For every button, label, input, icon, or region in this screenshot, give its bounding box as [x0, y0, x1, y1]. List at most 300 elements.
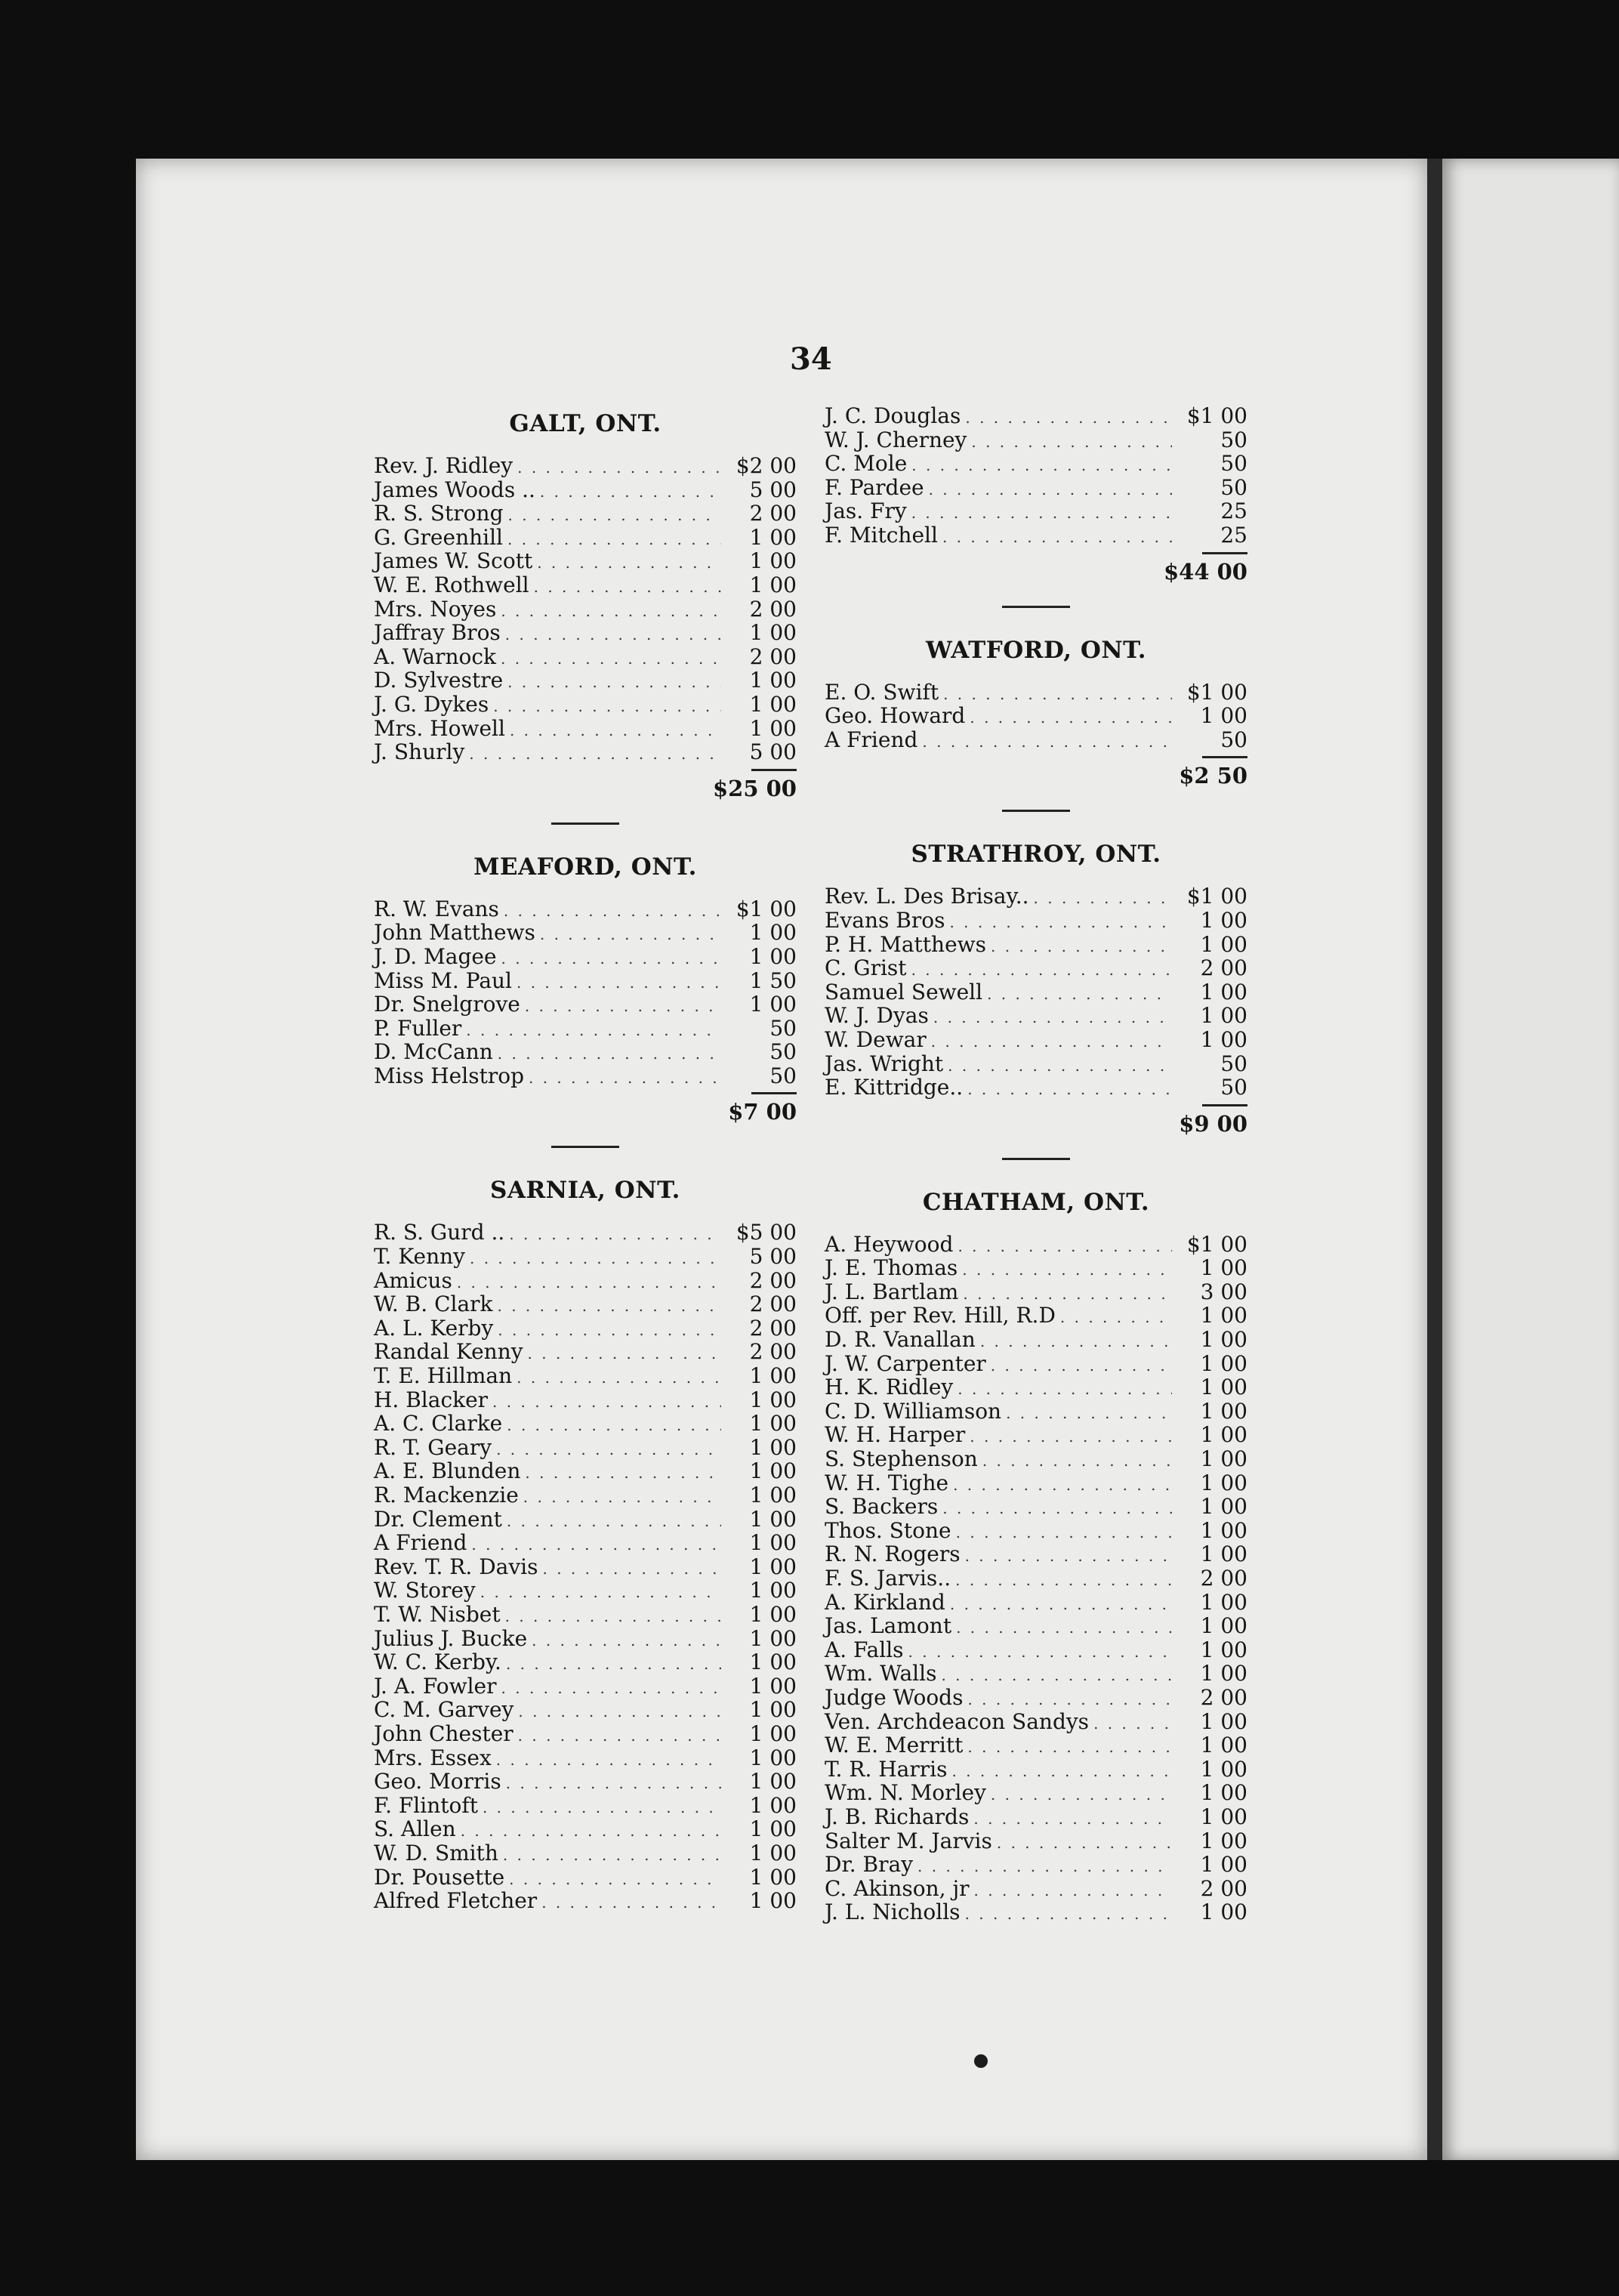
subscriber-name: Jaffray Bros [374, 620, 501, 646]
dot-leader [967, 1736, 1172, 1760]
dot-leader [917, 1855, 1172, 1879]
subscriber-row [374, 740, 797, 764]
section-divider [551, 1146, 619, 1148]
subscriber-name: F. Flintoft [374, 1792, 478, 1818]
subscriber-name: J. W. Carpenter [825, 1350, 986, 1376]
subscriber-name: F. Pardee [825, 474, 924, 500]
subscriber-row [825, 1638, 1247, 1662]
subscription-amount: 2 00 [1200, 1684, 1247, 1710]
dot-leader [965, 406, 1172, 430]
section-heading: GALT, ONT. [509, 410, 661, 437]
dot-leader [970, 1425, 1172, 1449]
subscriber-name: W. B. Clark [374, 1292, 493, 1317]
subscription-amount: 1 00 [749, 1697, 797, 1723]
subscriber-row [825, 1805, 1247, 1829]
left-column [374, 404, 797, 1913]
subscriber-row [374, 1889, 797, 1913]
subscription-amount: 1 00 [1200, 1255, 1247, 1281]
subscription-amount: 1 00 [749, 691, 797, 717]
subscriber-row [825, 1423, 1247, 1447]
subscription-amount: 1 00 [1200, 1398, 1247, 1424]
dot-leader [933, 1006, 1172, 1030]
subscriber-name: T. W. Nisbet [374, 1601, 501, 1627]
dot-leader [510, 719, 721, 743]
dot-leader [982, 1449, 1172, 1474]
dot-leader [980, 1330, 1172, 1354]
subscriber-row [825, 1853, 1247, 1877]
subscription-amount: $2 00 [735, 453, 797, 478]
subscriber-row [825, 1075, 1247, 1100]
subscriber-name: Evans Bros [825, 907, 945, 933]
section-divider [1002, 810, 1070, 812]
subscriber-name: E. O. Swift [825, 679, 939, 705]
dot-leader [507, 528, 721, 552]
subscriber-name: F. Mitchell [825, 522, 938, 548]
subscriber-name: C. M. Garvey [374, 1697, 514, 1723]
subscriber-row [374, 1817, 797, 1841]
subscription-amount: $1 00 [1186, 1231, 1247, 1257]
subscriber-name: A. C. Clarke [374, 1411, 503, 1437]
subscription-amount: 1 00 [1200, 1589, 1247, 1615]
subscriber-name: A Friend [374, 1530, 467, 1556]
subscription-amount: 1 00 [749, 1387, 797, 1412]
subscriber-row [825, 1352, 1247, 1376]
subscriber-name: F. S. Jarvis.. [825, 1566, 951, 1591]
subscriber-name: W. J. Cherney [825, 427, 967, 452]
subscriber-row [374, 921, 797, 945]
dot-leader [929, 478, 1172, 502]
subscriber-name: T. E. Hillman [374, 1363, 513, 1389]
subscription-amount: 1 00 [749, 1769, 797, 1795]
dot-leader [541, 1891, 721, 1915]
subscriber-row [374, 992, 797, 1017]
section-divider [1002, 1158, 1070, 1160]
subscriber-name: H. Blacker [374, 1387, 489, 1412]
subscriber-name: James Woods .. [374, 477, 535, 502]
dot-leader [956, 1616, 1172, 1640]
subscription-amount: 50 [1220, 427, 1247, 452]
section-total: $9 00 [1179, 1110, 1247, 1137]
dot-leader [948, 1054, 1172, 1079]
subscription-amount: 1 00 [749, 1625, 797, 1651]
subscriber-row [825, 1519, 1247, 1543]
subscriber-row [374, 1627, 797, 1651]
subscriber-row [825, 1447, 1247, 1471]
subscription-amount: $1 00 [1186, 884, 1247, 909]
subscriber-name: W. C. Kerby. [374, 1649, 501, 1675]
total-rule [751, 769, 797, 771]
subscriber-row [825, 1052, 1247, 1076]
dot-leader [949, 911, 1172, 935]
subscription-amount: 1 00 [749, 1578, 797, 1603]
dot-leader [470, 1247, 721, 1271]
subscription-amount: 1 00 [749, 1530, 797, 1556]
subscriber-row [825, 404, 1247, 428]
section-heading: MEAFORD, ONT. [473, 853, 697, 881]
dot-leader [525, 995, 721, 1019]
subscriber-row [825, 956, 1247, 980]
subscriber-row [825, 680, 1247, 705]
subscriber-name: W. D. Smith [374, 1840, 498, 1866]
subscriber-name: Miss M. Paul [374, 967, 512, 993]
subscription-amount: 50 [769, 1015, 797, 1041]
subscriber-name: W. H. Harper [825, 1422, 966, 1448]
subscription-amount: 1 00 [749, 1840, 797, 1866]
dot-leader [965, 1545, 1172, 1569]
subscriber-row [825, 428, 1247, 452]
section-total: $44 00 [1164, 558, 1247, 585]
dot-leader [974, 1879, 1172, 1903]
subscriber-row [374, 1794, 797, 1818]
subscriber-name: Mrs. Howell [374, 715, 505, 741]
subscriber-row [374, 1459, 797, 1483]
subscriber-row [374, 1436, 797, 1460]
subscription-amount: 1 00 [749, 1720, 797, 1746]
dot-leader [506, 1653, 721, 1677]
dot-leader [496, 1438, 721, 1462]
subscriber-row [374, 717, 797, 741]
subscriber-name: G. Greenhill [374, 524, 503, 550]
subscription-amount: 1 00 [749, 1888, 797, 1914]
subscription-amount: 50 [769, 1063, 797, 1088]
subscription-amount: 1 00 [749, 715, 797, 741]
subscriber-name: P. H. Matthews [825, 931, 986, 957]
dot-leader [967, 1688, 1172, 1712]
dot-leader [987, 983, 1172, 1007]
subscription-amount: 1 00 [1200, 1899, 1247, 1925]
dot-leader [962, 1258, 1172, 1282]
subscriber-row [374, 1531, 797, 1555]
total-rule [1202, 756, 1247, 758]
subscriber-row [374, 1746, 797, 1770]
subscription-amount: 1 00 [1200, 1350, 1247, 1376]
subscriber-row [374, 1508, 797, 1532]
subscription-section [825, 404, 1247, 585]
subscription-amount: 1 00 [749, 1483, 797, 1508]
dot-leader [532, 1629, 721, 1653]
dot-leader [506, 1772, 721, 1796]
subscriber-row [374, 1603, 797, 1627]
subscription-amount: 5 00 [749, 477, 797, 502]
subscriber-row [374, 1316, 797, 1341]
subscriber-name: A. E. Blunden [374, 1458, 521, 1484]
dot-leader [540, 923, 721, 947]
subscriber-row [825, 1566, 1247, 1591]
subscriber-name: R. W. Evans [374, 896, 499, 921]
subscriber-name: Wm. Walls [825, 1661, 937, 1687]
subscriber-row [374, 526, 797, 550]
subscription-amount: 1 00 [1200, 1804, 1247, 1829]
subscriber-row [825, 884, 1247, 909]
subscriber-name: R. S. Strong [374, 501, 504, 526]
subscriber-name: J. B. Richards [825, 1804, 970, 1829]
subscription-amount: 1 00 [749, 1649, 797, 1675]
dot-leader [505, 623, 721, 647]
total-rule [1202, 552, 1247, 554]
subscriber-row [825, 1733, 1247, 1757]
subscriber-name: Rev. J. Ridley [374, 453, 513, 478]
page-gutter [1427, 159, 1442, 2160]
subscription-amount: 1 00 [749, 1434, 797, 1460]
subscription-amount: 5 00 [749, 1244, 797, 1270]
dot-leader [517, 456, 721, 480]
subscriber-name: Julius J. Bucke [374, 1625, 528, 1651]
subscriber-name: Samuel Sewell [825, 979, 983, 1004]
subscription-amount: 1 00 [1200, 979, 1247, 1004]
dot-leader [1034, 887, 1172, 911]
dot-leader [908, 1640, 1172, 1665]
ink-dot [974, 2054, 988, 2068]
subscriber-row [825, 1829, 1247, 1853]
section-heading: CHATHAM, ONT. [922, 1188, 1150, 1216]
subscription-amount: 3 00 [1200, 1279, 1247, 1304]
subscription-amount: 1 00 [749, 1363, 797, 1389]
subscriber-name: Dr. Pousette [374, 1864, 505, 1890]
subscriber-name: Jas. Wright [825, 1051, 944, 1076]
subscriber-row [374, 1722, 797, 1746]
subscriber-row [374, 478, 797, 502]
subscription-amount: 2 00 [1200, 1566, 1247, 1591]
subscription-amount: 1 00 [1200, 1446, 1247, 1472]
subscriber-row [374, 645, 797, 669]
subscriber-name: Dr. Snelgrove [374, 992, 520, 1017]
subscriber-row [374, 1483, 797, 1508]
subscription-amount: 1 00 [749, 1745, 797, 1770]
subscriber-row [825, 1781, 1247, 1805]
subscription-amount: 1 00 [1200, 1026, 1247, 1052]
subscription-amount: $1 00 [735, 896, 797, 921]
subscriber-row [374, 1412, 797, 1436]
subscriber-name: Wm. N. Morley [825, 1780, 986, 1806]
subscriber-row [825, 1328, 1247, 1352]
total-rule [1202, 1104, 1247, 1106]
subscriber-name: Mrs. Noyes [374, 596, 497, 622]
subscription-amount: 1 00 [1200, 703, 1247, 729]
subscription-amount: $1 00 [1186, 679, 1247, 705]
dot-leader [498, 1319, 721, 1343]
subscriber-name: W. Dewar [825, 1026, 927, 1052]
subscriber-row [374, 597, 797, 622]
subscription-amount: 2 00 [749, 1315, 797, 1341]
subscriber-name: R. N. Rogers [825, 1541, 961, 1567]
subscriber-name: John Matthews [374, 920, 535, 946]
subscriber-name: J. L. Nicholls [825, 1899, 961, 1925]
dot-leader [542, 1557, 721, 1582]
subscription-amount: 1 00 [1200, 1470, 1247, 1495]
subscriber-row [374, 1221, 797, 1245]
section-total: $25 00 [713, 775, 797, 801]
subscription-amount: 5 00 [749, 739, 797, 765]
subscription-section [374, 404, 797, 801]
dot-leader [469, 742, 721, 767]
dot-leader [466, 1019, 721, 1043]
subscription-amount: 1 00 [749, 1458, 797, 1484]
subscriber-row [825, 1542, 1247, 1566]
subscriber-row [374, 1388, 797, 1412]
subscriber-row [825, 476, 1247, 500]
subscriber-name: J. G. Dykes [374, 691, 489, 717]
section-divider [1002, 606, 1070, 608]
subscription-amount: 25 [1220, 522, 1247, 548]
subscriber-name: Amicus [374, 1267, 452, 1293]
subscription-amount: 1 00 [1200, 1327, 1247, 1353]
subscriber-name: S. Stephenson [825, 1446, 978, 1472]
subscription-section [374, 1171, 797, 1912]
section-divider [551, 822, 619, 825]
subscriber-name: Randal Kenny [374, 1339, 523, 1365]
subscriber-row [374, 1555, 797, 1579]
subscription-amount: 1 00 [1200, 1733, 1247, 1758]
subscription-amount: 1 00 [749, 943, 797, 969]
subscriber-row [374, 693, 797, 717]
subscriber-name: A. Kirkland [825, 1589, 945, 1615]
dot-leader [501, 947, 721, 971]
subscriber-row [825, 1280, 1247, 1304]
subscriber-name: S. Allen [374, 1816, 456, 1842]
dot-leader [997, 1832, 1172, 1856]
subscription-amount: 1 00 [749, 1554, 797, 1579]
dot-leader [953, 1474, 1172, 1498]
subscriber-name: J. A. Fowler [374, 1673, 497, 1699]
subscriber-name: J. Shurly [374, 739, 465, 765]
subscriber-name: J. E. Thomas [825, 1255, 958, 1281]
subscriber-name: A. Warnock [374, 643, 496, 669]
subscriber-row [825, 1028, 1247, 1052]
subscription-amount: 1 00 [1200, 1828, 1247, 1853]
subscription-amount: 1 00 [749, 1601, 797, 1627]
subscriber-row [374, 1841, 797, 1866]
dot-leader [1060, 1306, 1172, 1330]
subscriber-name: James W. Scott [374, 548, 533, 574]
subscriber-row [825, 1686, 1247, 1710]
subscriber-row [825, 499, 1247, 523]
dot-leader [483, 1796, 721, 1820]
subscriber-name: Judge Woods [825, 1684, 964, 1710]
dot-leader [498, 1295, 722, 1319]
subscriber-name: A Friend [825, 727, 918, 752]
subscriber-name: Rev. T. R. Davis [374, 1554, 538, 1579]
subscriber-name: Alfred Fletcher [374, 1888, 538, 1914]
dot-leader [991, 1783, 1172, 1807]
subscription-amount: 1 00 [1200, 1003, 1247, 1029]
dot-leader [942, 1497, 1172, 1521]
subscriber-row [374, 573, 797, 597]
subscriber-name: W. E. Merritt [825, 1733, 964, 1758]
subscription-amount: 50 [1220, 474, 1247, 500]
subscriber-name: J. C. Douglas [825, 403, 961, 428]
subscriber-name: John Chester [374, 1720, 513, 1746]
dot-leader [955, 1569, 1172, 1593]
subscriber-row [825, 1614, 1247, 1638]
subscriber-row [374, 668, 797, 693]
subscriber-row [825, 1471, 1247, 1495]
dot-leader [501, 1677, 721, 1701]
subscription-amount: 1 00 [749, 1792, 797, 1818]
dot-leader [911, 454, 1172, 478]
subscriber-name: R. T. Geary [374, 1434, 492, 1460]
subscriber-name: P. Fuller [374, 1015, 462, 1041]
subscriber-row [825, 704, 1247, 728]
subscription-amount: 1 00 [1200, 1541, 1247, 1567]
subscriber-row [825, 1662, 1247, 1686]
subscriber-row [374, 501, 797, 526]
right-column [825, 404, 1247, 1924]
subscriber-name: W. Storey [374, 1578, 476, 1603]
dot-leader [537, 551, 721, 576]
dot-leader [911, 501, 1172, 526]
subscriber-name: Ven. Archdeacon Sandys [825, 1708, 1090, 1734]
subscription-amount: 1 00 [749, 1411, 797, 1437]
subscriber-name: Jas. Fry [825, 498, 907, 524]
subscriber-row [374, 549, 797, 573]
subscription-amount: 1 50 [749, 967, 797, 993]
subscription-amount: 2 00 [749, 501, 797, 526]
subscriber-row [825, 909, 1247, 933]
dot-leader [498, 1042, 721, 1066]
page-number: 34 [790, 341, 832, 377]
dot-leader [518, 1724, 721, 1748]
dot-leader [941, 1664, 1172, 1688]
dot-leader [942, 526, 1172, 550]
dot-leader [501, 647, 721, 671]
subscriber-row [374, 1364, 797, 1388]
dot-leader [965, 1903, 1172, 1927]
subscriber-row [374, 1340, 797, 1364]
subscriber-row [374, 1674, 797, 1699]
subscriber-name: J. L. Bartlam [825, 1279, 959, 1304]
subscriber-row [374, 1770, 797, 1794]
subscription-amount: 1 00 [749, 548, 797, 574]
dot-leader [911, 958, 1172, 983]
subscriber-row [825, 1400, 1247, 1424]
facing-page-edge [1442, 159, 1619, 2160]
section-total: $7 00 [728, 1099, 797, 1125]
subscription-amount: $5 00 [735, 1220, 797, 1245]
subscriber-row [825, 1900, 1247, 1924]
subscription-amount: $1 00 [1186, 403, 1247, 428]
dot-leader [958, 1235, 1172, 1259]
dot-leader [493, 695, 721, 719]
subscriber-name: Geo. Howard [825, 703, 966, 729]
subscription-amount: 1 00 [1200, 1637, 1247, 1662]
subscriber-row [825, 1004, 1247, 1028]
subscription-amount: 2 00 [749, 643, 797, 669]
subscription-amount: 2 00 [1200, 955, 1247, 981]
section-heading: STRATHROY, ONT. [911, 841, 1161, 869]
subscription-amount: 2 00 [749, 596, 797, 622]
dot-leader [970, 706, 1172, 730]
subscriber-row [374, 897, 797, 921]
subscription-amount: 1 00 [749, 1816, 797, 1842]
subscription-amount: 1 00 [1200, 1613, 1247, 1639]
dot-leader [501, 600, 721, 624]
subscription-amount: 50 [1220, 1075, 1247, 1100]
subscription-amount: 1 00 [1200, 931, 1247, 957]
subscriber-row [374, 621, 797, 645]
subscriber-name: Miss Helstrop [374, 1063, 524, 1088]
subscriber-row [374, 1578, 797, 1603]
subscriber-name: R. Mackenzie [374, 1483, 519, 1508]
subscription-amount: 2 00 [1200, 1875, 1247, 1901]
subscriber-row [374, 945, 797, 969]
subscriber-name: A. L. Kerby [374, 1315, 494, 1341]
dot-leader [534, 576, 721, 600]
subscription-amount: 50 [1220, 451, 1247, 477]
dot-leader [457, 1271, 721, 1295]
subscription-amount: 50 [769, 1039, 797, 1065]
subscriber-name: J. D. Magee [374, 943, 497, 969]
subscription-amount: 1 00 [749, 524, 797, 550]
